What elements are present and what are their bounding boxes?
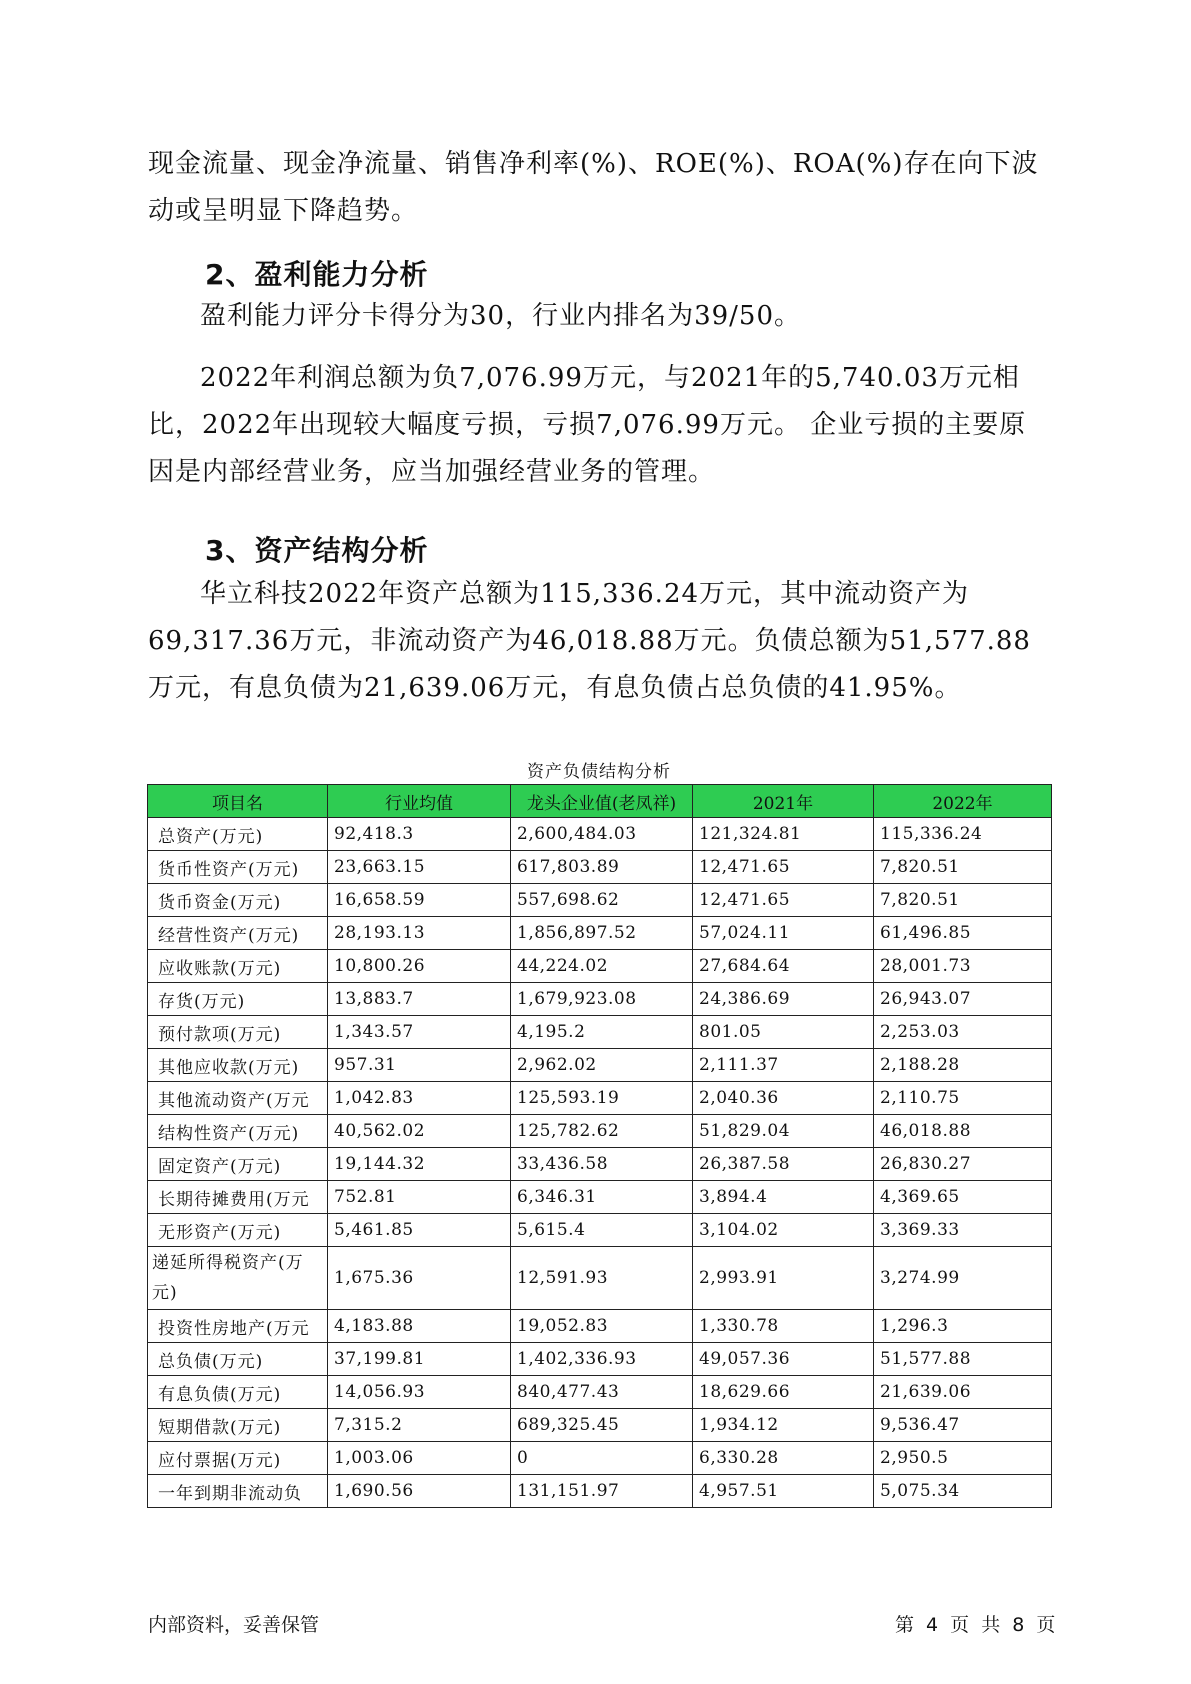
value-cell: 1,343.57 bbox=[328, 1016, 511, 1049]
table-row bbox=[148, 1016, 1052, 1049]
row-label-cell: 经营性资产(万元) bbox=[148, 917, 328, 950]
row-label-cell: 一年到期非流动负 bbox=[148, 1475, 328, 1508]
value-cell: 131,151.97 bbox=[511, 1475, 693, 1508]
paragraph-trend-summary: 现金流量、现金净流量、销售净利率(%)、ROE(%)、ROA(%)存在向下波动或呈明显下降趋势。 bbox=[148, 149, 1039, 226]
footer-page-number: 第 4 页 共 8 页 bbox=[895, 1614, 1056, 1636]
value-cell: 51,577.88 bbox=[874, 1343, 1052, 1376]
table-row bbox=[148, 1181, 1052, 1214]
value-cell: 57,024.11 bbox=[693, 917, 874, 950]
value-cell: 1,690.56 bbox=[328, 1475, 511, 1508]
row-label-cell: 长期待摊费用(万元 bbox=[148, 1181, 328, 1214]
value-cell: 2,040.36 bbox=[693, 1082, 874, 1115]
row-label-cell: 应付票据(万元) bbox=[148, 1442, 328, 1475]
value-cell: 1,330.78 bbox=[693, 1310, 874, 1343]
value-cell: 61,496.85 bbox=[874, 917, 1052, 950]
table-row bbox=[148, 1310, 1052, 1343]
value-cell: 46,018.88 bbox=[874, 1115, 1052, 1148]
column-header-leader-value: 龙头企业值(老凤祥) bbox=[511, 785, 693, 818]
value-cell: 18,629.66 bbox=[693, 1376, 874, 1409]
table-row bbox=[148, 1343, 1052, 1376]
value-cell: 1,675.36 bbox=[328, 1247, 511, 1310]
value-cell: 1,003.06 bbox=[328, 1442, 511, 1475]
value-cell: 3,274.99 bbox=[874, 1247, 1052, 1310]
value-cell: 26,387.58 bbox=[693, 1148, 874, 1181]
value-cell: 5,461.85 bbox=[328, 1214, 511, 1247]
row-label-cell: 投资性房地产(万元 bbox=[148, 1310, 328, 1343]
column-header-industry-average: 行业均值 bbox=[328, 785, 511, 818]
value-cell: 2,188.28 bbox=[874, 1049, 1052, 1082]
row-label-cell: 无形资产(万元) bbox=[148, 1214, 328, 1247]
value-cell: 4,369.65 bbox=[874, 1181, 1052, 1214]
table-row bbox=[148, 1475, 1052, 1508]
value-cell: 2,110.75 bbox=[874, 1082, 1052, 1115]
row-label-cell: 固定资产(万元) bbox=[148, 1148, 328, 1181]
section-heading-asset-structure: 3、资产结构分析 bbox=[205, 534, 429, 567]
value-cell: 1,934.12 bbox=[693, 1409, 874, 1442]
row-label-cell: 应收账款(万元) bbox=[148, 950, 328, 983]
value-cell: 13,883.7 bbox=[328, 983, 511, 1016]
table-row bbox=[148, 1148, 1052, 1181]
value-cell: 4,957.51 bbox=[693, 1475, 874, 1508]
value-cell: 125,593.19 bbox=[511, 1082, 693, 1115]
table-row bbox=[148, 950, 1052, 983]
value-cell: 557,698.62 bbox=[511, 884, 693, 917]
value-cell: 44,224.02 bbox=[511, 950, 693, 983]
value-cell: 1,296.3 bbox=[874, 1310, 1052, 1343]
column-header-2022: 2022年 bbox=[874, 785, 1052, 818]
value-cell: 92,418.3 bbox=[328, 818, 511, 851]
value-cell: 2,962.02 bbox=[511, 1049, 693, 1082]
table-header-row bbox=[148, 785, 1052, 818]
value-cell: 617,803.89 bbox=[511, 851, 693, 884]
value-cell: 1,856,897.52 bbox=[511, 917, 693, 950]
value-cell: 19,052.83 bbox=[511, 1310, 693, 1343]
table-row bbox=[148, 884, 1052, 917]
value-cell: 28,193.13 bbox=[328, 917, 511, 950]
value-cell: 26,943.07 bbox=[874, 983, 1052, 1016]
table-row bbox=[148, 851, 1052, 884]
balance-structure-table bbox=[147, 784, 1052, 1508]
value-cell: 10,800.26 bbox=[328, 950, 511, 983]
row-label-cell: 总负债(万元) bbox=[148, 1343, 328, 1376]
row-label-cell: 存货(万元) bbox=[148, 983, 328, 1016]
table-row bbox=[148, 1082, 1052, 1115]
value-cell: 3,894.4 bbox=[693, 1181, 874, 1214]
value-cell: 125,782.62 bbox=[511, 1115, 693, 1148]
value-cell: 6,346.31 bbox=[511, 1181, 693, 1214]
value-cell: 23,663.15 bbox=[328, 851, 511, 884]
row-label-cell: 货币性资产(万元) bbox=[148, 851, 328, 884]
value-cell: 9,536.47 bbox=[874, 1409, 1052, 1442]
column-header-item: 项目名 bbox=[148, 785, 328, 818]
value-cell: 51,829.04 bbox=[693, 1115, 874, 1148]
row-label-cell: 有息负债(万元) bbox=[148, 1376, 328, 1409]
value-cell: 28,001.73 bbox=[874, 950, 1052, 983]
value-cell: 12,471.65 bbox=[693, 851, 874, 884]
row-label-cell: 总资产(万元) bbox=[148, 818, 328, 851]
table-row bbox=[148, 1376, 1052, 1409]
table-row bbox=[148, 1115, 1052, 1148]
value-cell: 5,075.34 bbox=[874, 1475, 1052, 1508]
value-cell: 3,369.33 bbox=[874, 1214, 1052, 1247]
row-label-cell: 其他应收款(万元) bbox=[148, 1049, 328, 1082]
value-cell: 840,477.43 bbox=[511, 1376, 693, 1409]
paragraph-asset-summary: 华立科技2022年资产总额为115,336.24万元，其中流动资产为69,317.36万元，非流动资产为46,018.88万元。负债总额为51,577.88万元，有息负债为21,639.06万元，有息负债占总负债的41.95%。 bbox=[148, 579, 1031, 703]
value-cell: 21,639.06 bbox=[874, 1376, 1052, 1409]
value-cell: 2,111.37 bbox=[693, 1049, 874, 1082]
value-cell: 957.31 bbox=[328, 1049, 511, 1082]
table-row bbox=[148, 1247, 1052, 1310]
value-cell: 4,183.88 bbox=[328, 1310, 511, 1343]
value-cell: 7,315.2 bbox=[328, 1409, 511, 1442]
value-cell: 121,324.81 bbox=[693, 818, 874, 851]
value-cell: 24,386.69 bbox=[693, 983, 874, 1016]
value-cell: 12,591.93 bbox=[511, 1247, 693, 1310]
value-cell: 0 bbox=[511, 1442, 693, 1475]
value-cell: 1,042.83 bbox=[328, 1082, 511, 1115]
table-row bbox=[148, 917, 1052, 950]
value-cell: 115,336.24 bbox=[874, 818, 1052, 851]
value-cell: 801.05 bbox=[693, 1016, 874, 1049]
value-cell: 12,471.65 bbox=[693, 884, 874, 917]
value-cell: 4,195.2 bbox=[511, 1016, 693, 1049]
value-cell: 1,679,923.08 bbox=[511, 983, 693, 1016]
footer-confidential-note: 内部资料，妥善保管 bbox=[148, 1614, 320, 1636]
row-label-cell: 预付款项(万元) bbox=[148, 1016, 328, 1049]
value-cell: 1,402,336.93 bbox=[511, 1343, 693, 1376]
value-cell: 7,820.51 bbox=[874, 851, 1052, 884]
value-cell: 26,830.27 bbox=[874, 1148, 1052, 1181]
column-header-2021: 2021年 bbox=[693, 785, 874, 818]
value-cell: 6,330.28 bbox=[693, 1442, 874, 1475]
value-cell: 689,325.45 bbox=[511, 1409, 693, 1442]
value-cell: 49,057.36 bbox=[693, 1343, 874, 1376]
value-cell: 16,658.59 bbox=[328, 884, 511, 917]
value-cell: 7,820.51 bbox=[874, 884, 1052, 917]
value-cell: 2,600,484.03 bbox=[511, 818, 693, 851]
row-label-cell: 结构性资产(万元) bbox=[148, 1115, 328, 1148]
value-cell: 40,562.02 bbox=[328, 1115, 511, 1148]
value-cell: 2,253.03 bbox=[874, 1016, 1052, 1049]
row-label-cell: 短期借款(万元) bbox=[148, 1409, 328, 1442]
table-row bbox=[148, 1442, 1052, 1475]
table-body bbox=[148, 818, 1052, 1508]
table-row bbox=[148, 1409, 1052, 1442]
value-cell: 27,684.64 bbox=[693, 950, 874, 983]
section-heading-profitability: 2、盈利能力分析 bbox=[205, 258, 429, 291]
table-row bbox=[148, 983, 1052, 1016]
table-row bbox=[148, 1049, 1052, 1082]
row-label-cell: 递延所得税资产(万元) bbox=[148, 1247, 328, 1310]
paragraph-profitability-score: 盈利能力评分卡得分为30，行业内排名为39/50。 bbox=[200, 301, 802, 331]
value-cell: 19,144.32 bbox=[328, 1148, 511, 1181]
table-row bbox=[148, 818, 1052, 851]
table-caption: 资产负债结构分析 bbox=[527, 762, 671, 782]
value-cell: 752.81 bbox=[328, 1181, 511, 1214]
value-cell: 3,104.02 bbox=[693, 1214, 874, 1247]
value-cell: 5,615.4 bbox=[511, 1214, 693, 1247]
row-label-cell: 其他流动资产(万元 bbox=[148, 1082, 328, 1115]
value-cell: 2,993.91 bbox=[693, 1247, 874, 1310]
table-row bbox=[148, 1214, 1052, 1247]
value-cell: 33,436.58 bbox=[511, 1148, 693, 1181]
value-cell: 14,056.93 bbox=[328, 1376, 511, 1409]
value-cell: 2,950.5 bbox=[874, 1442, 1052, 1475]
value-cell: 37,199.81 bbox=[328, 1343, 511, 1376]
row-label-cell: 货币资金(万元) bbox=[148, 884, 328, 917]
paragraph-profit-loss: 2022年利润总额为负7,076.99万元，与2021年的5,740.03万元相比，2022年出现较大幅度亏损，亏损7,076.99万元。 企业亏损的主要原因是内部经营业务，应当加强经营业务的管理。 bbox=[148, 363, 1027, 487]
